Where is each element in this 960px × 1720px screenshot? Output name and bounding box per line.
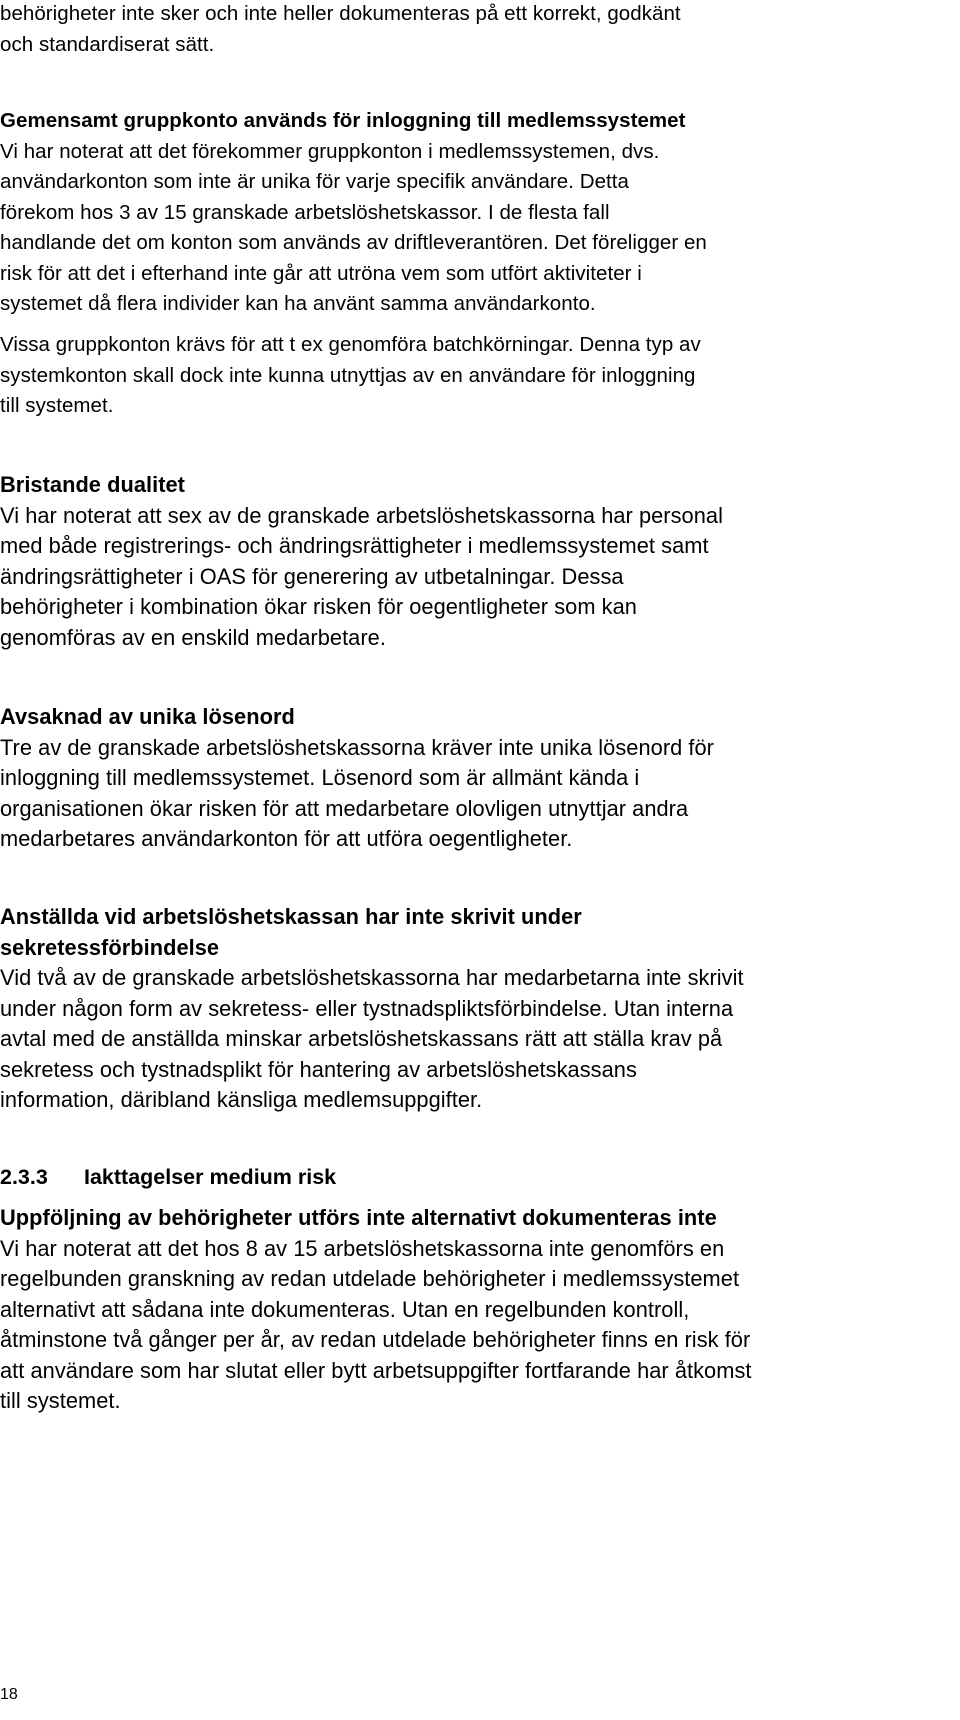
followup-line-6: till systemet. [0,1388,121,1413]
duality-block [0,470,940,653]
followup-block [0,1203,940,1417]
duality-line-1: Vi har noterat att sex av de granskade arbetslöshetskassorna har personal [0,502,723,528]
group-account-line-1: Vi har noterat att det förekommer gruppkonton i medlemssystemen, dvs. [0,139,660,163]
confidentiality-heading-line-2: sekretessförbindelse [0,934,220,960]
followup-line-2: regelbunden granskning av redan utdelade behörigheter i medlemssystemet [0,1266,740,1291]
followup-line-4: åtminstone två gånger per år, av redan utdelade behörigheter finns en risk för [0,1327,751,1352]
section-number: 2.3.3 [0,1165,48,1189]
confidentiality-line-3: avtal med de anställda minskar arbetslöshetskassans rätt att ställa krav på [0,1026,723,1051]
confidentiality-block [0,902,940,1116]
duality-line-4: behörigheter i kombination ökar risken för oegentligheter som kan [0,594,637,619]
group-account-paragraph-2 [0,330,940,422]
followup-heading: Uppföljning av behörigheter utförs inte alternativt dokumenteras inte [0,1205,717,1230]
section-title: Iakttagelser medium risk [84,1165,337,1189]
confidentiality-line-4: sekretess och tystnadsplikt för hantering av arbetslöshetskassans [0,1056,637,1082]
followup-line-5: att användare som har slutat eller bytt arbetsuppgifter fortfarande har åtkomst [0,1357,752,1383]
password-heading: Avsaknad av unika lösenord [0,704,295,729]
group-account-line-4: handlande det om konton som används av driftleverantören. Det föreligger en [0,231,707,254]
intro-line-2: och standardiserat sätt. [0,32,215,56]
group-account-line-5: risk för att det i efterhand inte går att utröna vem som utfört aktiviteter i [0,261,642,285]
password-line-1: Tre av de granskade arbetslöshetskassorna kräver inte unika lösenord för [0,734,714,760]
group-account-line-6: systemet då flera individer kan ha använt samma användarkonto. [0,292,596,315]
followup-line-1: Vi har noterat att det hos 8 av 15 arbetslöshetskassorna inte genomförs en [0,1235,725,1261]
duality-line-2: med både registrerings- och ändringsrättigheter i medlemssystemet samt [0,533,709,558]
section-heading [0,1162,940,1192]
confidentiality-line-1: Vid två av de granskade arbetslöshetskassorna har medarbetarna inte skrivit [0,965,744,990]
group-account-heading: Gemensamt gruppkonto används för inloggning till medlemssystemet [0,109,686,132]
confidentiality-heading-line-1: Anställda vid arbetslöshetskassan har inte skrivit under [0,904,582,929]
duality-line-5: genomföras av en enskild medarbetare. [0,624,386,650]
password-line-4: medarbetares användarkonton för att utföra oegentligheter. [0,826,573,851]
page-number: 18 [0,1686,18,1703]
duality-line-3: ändringsrättigheter i OAS för generering av utbetalningar. Dessa [0,563,624,589]
intro-paragraph [0,0,940,60]
group-account-p2-line-2: systemkonton skall dock inte kunna utnyttjas av en användare för inloggning [0,363,696,387]
group-account-block [0,106,940,320]
followup-line-3: alternativt att sådana inte dokumenteras. Utan en regelbunden kontroll, [0,1296,690,1322]
duality-heading: Bristande dualitet [0,472,185,497]
group-account-line-3: förekom hos 3 av 15 granskade arbetslöshetskassor. I de flesta fall [0,200,610,224]
group-account-line-2: användarkonton som inte är unika för varje specifik användare. Detta [0,170,629,193]
password-line-2: inloggning till medlemssystemet. Lösenord som är allmänt kända i [0,765,640,790]
intro-line-1: behörigheter inte sker och inte heller dokumenteras på ett korrekt, godkänt [0,2,681,25]
confidentiality-line-5: information, däribland känsliga medlemsuppgifter. [0,1087,483,1112]
group-account-p2-line-1: Vissa gruppkonton krävs för att t ex genomföra batchkörningar. Denna typ av [0,333,701,356]
password-line-3: organisationen ökar risken för att medarbetare olovligen utnyttjar andra [0,795,689,821]
confidentiality-line-2: under någon form av sekretess- eller tystnadspliktsförbindelse. Utan interna [0,995,734,1021]
group-account-p2-line-3: till systemet. [0,394,114,417]
password-block [0,702,940,855]
